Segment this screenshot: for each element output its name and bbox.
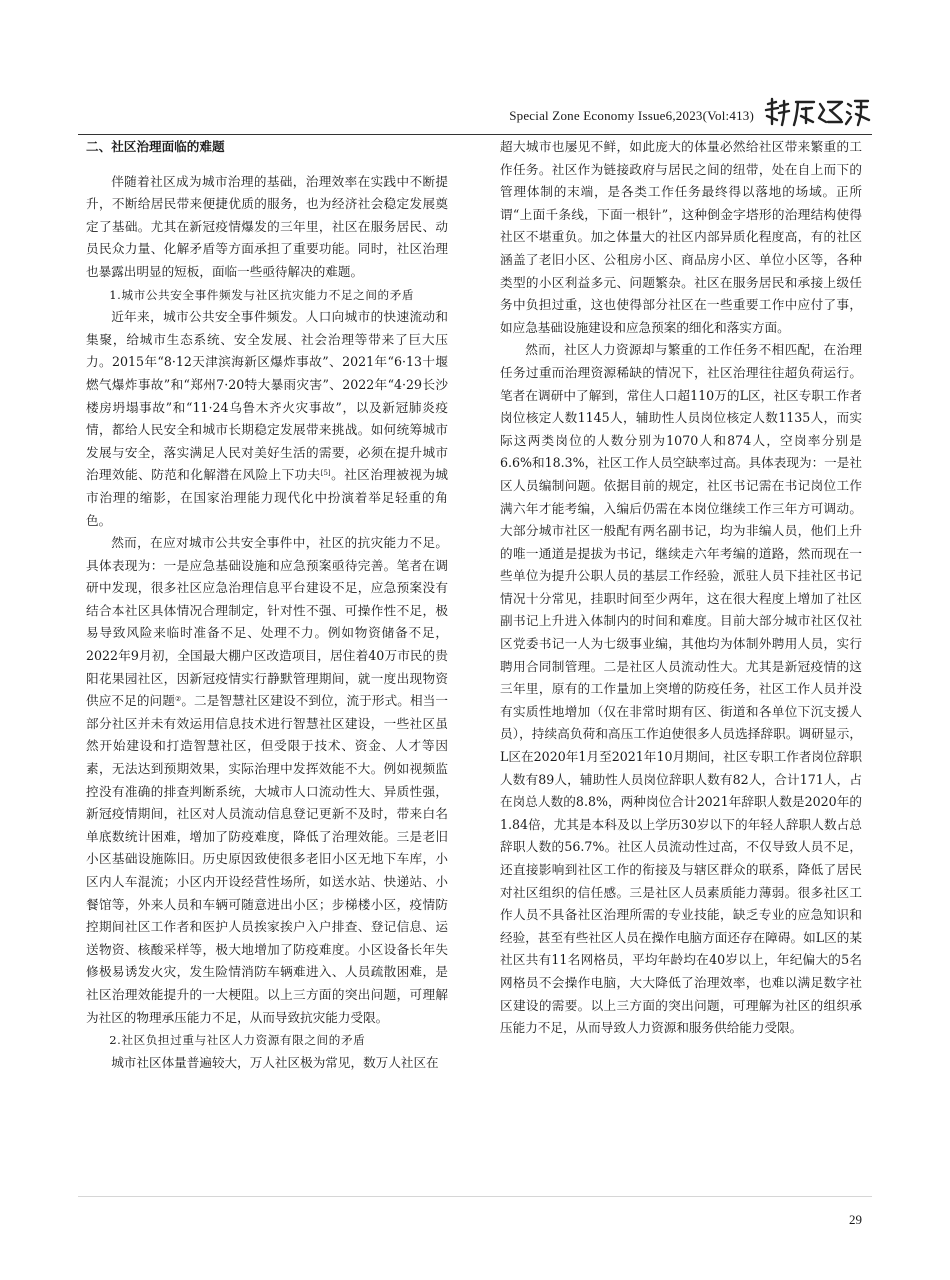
- reference-mark: [5]: [320, 469, 331, 478]
- paragraph-5: 超大城市也屡见不鲜，如此庞大的体量必然给社区带来繁重的工作任务。社区作为链接政府与居民之间的纽带，处在自上而下的管理体制的末端，是各类工作任务最终得以落地的场域。正所谓“上面千条线，下面一根针”，这种倒金字塔形的治理结构使得社区不堪重负。加之体量大的社区内部异质化程度高，有的社区涵盖了老旧小区、公租房小区、商品房小区、单位小区等，各种类型的小区利益多元、问题繁杂。社区在服务居民和承接上级任务中负担过重，这也使得部分社区在一些重要工作中应付了事，如应急基础设施建设和应急预案的细化和落实方面。: [500, 139, 862, 335]
- header-divider: [78, 134, 872, 135]
- page-number: 29: [849, 1212, 862, 1227]
- left-column: [86, 136, 448, 1074]
- page-header: [78, 96, 872, 130]
- paragraph-6: 然而，社区人力资源却与繁重的工作任务不相匹配，在治理任务过重而治理资源稀缺的情况下，社区治理往往超负荷运行。笔者在调研中了解到，常住人口超110万的L区，社区专职工作者岗位核定人数1145人，辅助性人员岗位核定人数1135人，而实际这两类岗位的人数分别为1070人和874人，空岗率分别是6.6%和18.3%，社区工作人员空缺率过高。具体表现为：一是社区人员编制问题。依据目前的规定，社区书记需在书记岗位工作满六年才能考编，入编后仍需在本岗位继续工作三年方可调动。大部分城市社区一般配有两名副书记，均为非编人员，他们上升的唯一通道是提拔为书记，继续走六年考编的道路，然而现在一些单位为提升公职人员的基层工作经验，派驻人员下挂社区书记情况十分常见，挂职时间至少两年，这在很大程度上增加了社区副书记上升进入体制内的时间和难度。目前大部分城市社区仅社区党委书记一人为七级事业编，其他均为体制外聘用人员，实行聘用合同制管理。二是社区人员流动性大。尤其是新冠疫情的这三年里，原有的工作量加上突增的防疫任务，社区工作人员并没有实质性地增加（仅在非常时期有区、街道和各单位下沉支援人员），持续高负荷和高压工作迫使很多人员选择辞职。调研显示，L区在2020年1月至2021年10月期间，社区专职工作者岗位辞职人数有89人，辅助性人员岗位辞职人数有82人，合计171人，占在岗总人数的8.8%，两种岗位合计2021年辞职人数是2020年的1.84倍，尤其是本科及以上学历30岁以下的年轻人辞职人数占总辞职人数的56.7%。社区人员流动性过高，不仅导致人员不足，还直接影响到社区工作的衔接及与辖区群众的联系，降低了居民对社区组织的信任感。三是社区人员素质能力薄弱。很多社区工作人员不具备社区治理所需的专业技能，缺乏专业的应急知识和经验，甚至有些社区人员在操作电脑方面还存在障碍。如L区的某社区共有11名网格员，平均年龄均在40岁以上，年纪偏大的5名网格员不会操作电脑，大大降低了治理效率，也难以满足数字社区建设的需要。以上三方面的突出问题，可理解为社区的组织承压能力不足，从而导致人力资源和服务供给能力受限。: [500, 342, 862, 1036]
- journal-brand-logo: [762, 96, 872, 128]
- subsection-heading-1: 1.城市公共安全事件频发与社区抗灾能力不足之间的矛盾: [109, 287, 415, 302]
- footer-divider: [78, 1196, 872, 1197]
- subsection-heading-2: 2.社区负担过重与社区人力资源有限之间的矛盾: [109, 1033, 366, 1048]
- journal-info: Special Zone Economy Issue6,2023(Vol:413): [509, 108, 754, 123]
- right-column: [500, 136, 862, 1040]
- paragraph-2: 近年来，城市公共安全事件频发。人口向城市的快速流动和集聚，给城市生态系统、安全发展、社会治理等带来了巨大压力。2015年“8·12天津滨海新区爆炸事故”、2021年“6·13十堰燃气爆炸事故”和“郑州7·20特大暴雨灾害”、2022年“4·29长沙楼房坍塌事故”和“11·24乌鲁木齐火灾事故”，以及新冠肺炎疫情，都给人民安全和城市长期稳定发展带来挑战。如何统筹城市发展与安全，落实满足人民对美好生活的需要，必须在提升城市治理效能、防范和化解潜在风险上下功夫[5]。社区治理被视为城市治理的缩影，在国家治理能力现代化中扮演着举足轻重的角色。: [86, 309, 449, 528]
- paragraph-4: 城市社区体量普遍较大，万人社区极为常见，数万人社区在: [111, 1054, 439, 1070]
- paragraph-3: 然而，在应对城市公共安全事件中，社区的抗灾能力不足。具体表现为：一是应急基础设施和应急预案亟待完善。笔者在调研中发现，很多社区应急治理信息平台建设不足，应急预案没有结合本社区具体情况合理制定，针对性不强、可操作性不足，极易导致风险来临时准备不足、处理不力。例如物资储备不足，2022年9月初，全国最大棚户区改造项目，居住着40万市民的贵阳花果园社区，因新冠疫情实行静默管理期间，就一度出现物资供应不足的问题②。二是智慧社区建设不到位，流于形式。相当一部分社区并未有效运用信息技术进行智慧社区建设，一些社区虽然开始建设和打造智慧社区，但受限于技术、资金、人才等因素，无法达到预期效果，实际治理中发挥效能不大。例如视频监控没有准确的排查判断系统，大城市人口流动性大、异质性强，新冠疫情期间，社区对人员流动信息登记更新不及时，带来白名单底数统计困难，增加了防疫难度，降低了治理效能。三是老旧小区基础设施陈旧。历史原因致使很多老旧小区无地下车库，小区内人车混流；小区内开设经营性场所，如送水站、快递站、小餐馆等，外来人员和车辆可随意进出小区；步梯楼小区，疫情防控期间社区工作者和医护人员挨家挨户入户排查、登记信息、运送物资、核酸采样等，极大地增加了防疫难度。小区设备长年失修极易诱发火灾，发生险情消防车辆难进入、人员疏散困难，是社区治理效能提升的一大梗阻。以上三方面的突出问题，可理解为社区的物理承压能力不足，从而导致抗灾能力受限。: [86, 535, 449, 1025]
- footnote-mark: ②: [174, 695, 182, 704]
- section-heading: 二、社区治理面临的难题: [86, 139, 225, 154]
- paragraph-1: 伴随着社区成为城市治理的基础，治理效率在实践中不断提升，不断给居民带来便捷优质的服务，也为经济社会稳定发展奠定了基础。尤其在新冠疫情爆发的三年里，社区在服务居民、动员民众力量、化解矛盾等方面承担了重要功能。同时，社区治理也暴露出明显的短板，面临一些亟待解决的难题。: [86, 173, 448, 279]
